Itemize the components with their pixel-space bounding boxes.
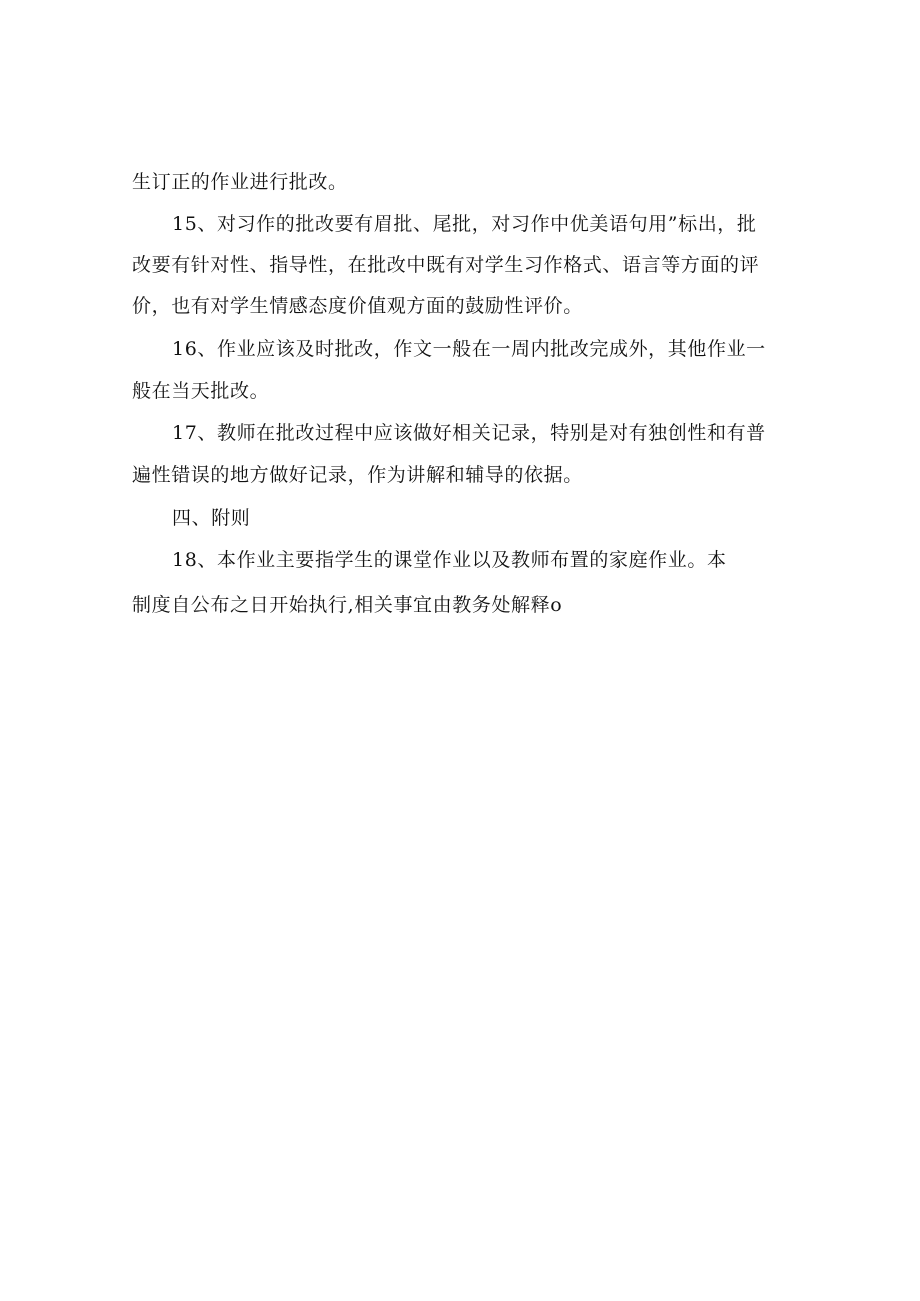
section-heading: 四、附则 xyxy=(172,507,251,529)
paragraph-line: 16、作业应该及时批改，作文一般在一周内批改完成外，其他作业一 xyxy=(172,338,766,360)
paragraph-line: 价，也有对学生情感态度价值观方面的鼓励性评价。 xyxy=(132,295,583,317)
paragraph-line: 18、本作业主要指学生的课堂作业以及教师布置的家庭作业。本 xyxy=(172,549,727,571)
paragraph-line: 遍性错误的地方做好记录，作为讲解和辅导的依据。 xyxy=(132,464,583,486)
paragraph-line: 15、对习作的批改要有眉批、尾批，对习作中优美语句用”标出，批 xyxy=(172,213,757,235)
paragraph-line: 改要有针对性、指导性，在批改中既有对学生习作格式、语言等方面的评 xyxy=(132,254,760,276)
paragraph-line: 般在当天批改。 xyxy=(132,380,270,402)
paragraph-line: 17、教师在批改过程中应该做好相关记录，特别是对有独创性和有普 xyxy=(172,422,766,444)
paragraph-line: 生订正的作业进行批改。 xyxy=(132,171,348,193)
paragraph-line: 制度自公布之日开始执行,相关事宜由教务处解释o xyxy=(132,594,563,616)
